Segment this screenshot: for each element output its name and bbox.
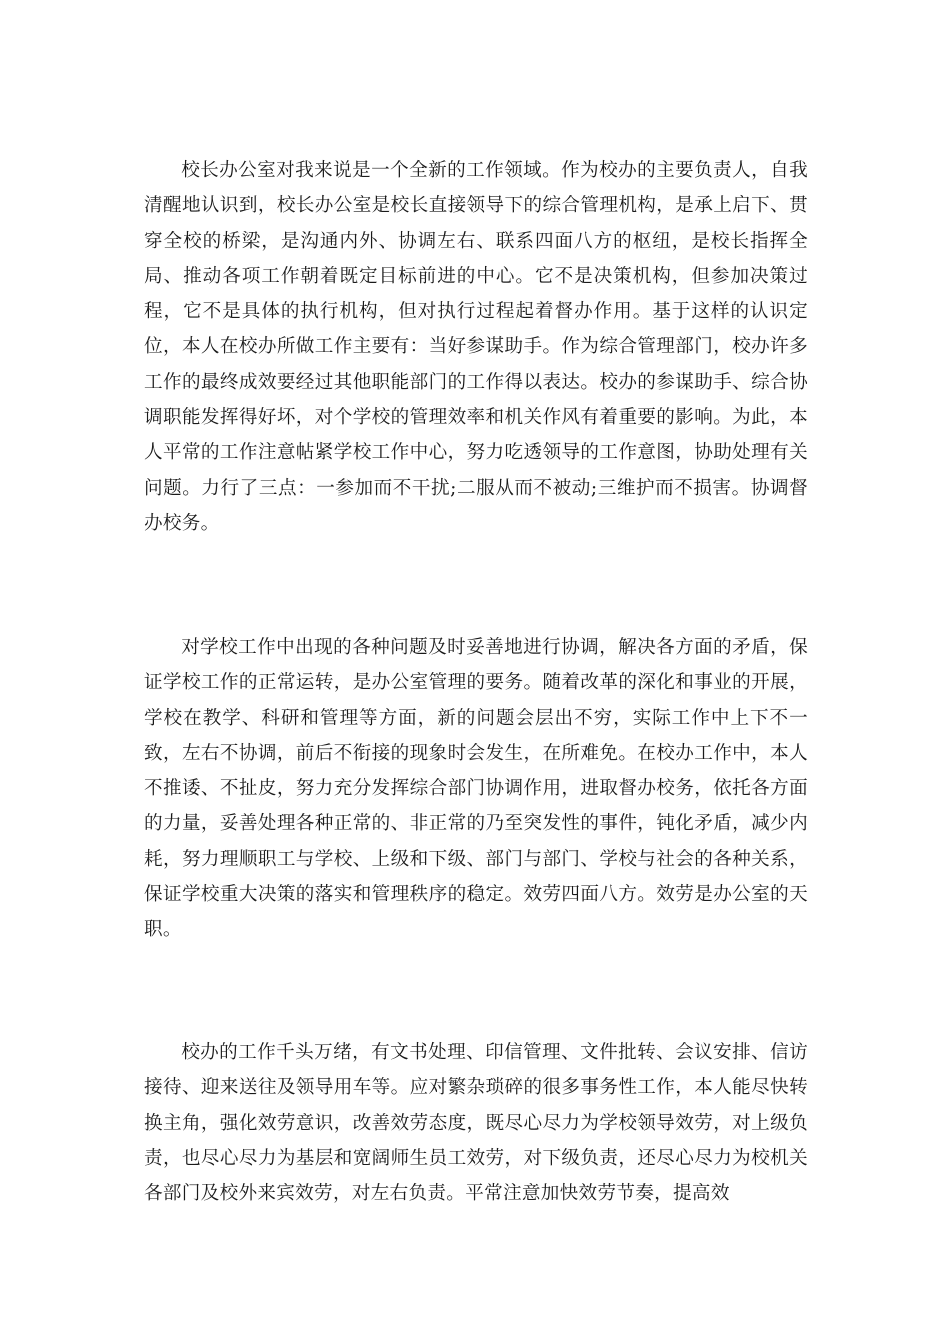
body-paragraph-1: 校长办公室对我来说是一个全新的工作领域。作为校办的主要负责人，自我清醒地认识到，校长办公室是校长直接领导下的综合管理机构，是承上启下、贯穿全校的桥梁，是沟通内外、协调左右、联系四面八方的枢纽，是校长指挥全局、推动各项工作朝着既定目标前进的中心。它不是决策机构，但参加决策过程，它不是具体的执行机构，但对执行过程起着督办作用。基于这样的认识定位，本人在校办所做工作主要有：当好参谋助手。作为综合管理部门，校办许多工作的最终成效要经过其他职能部门的工作得以表达。校办的参谋助手、综合协调职能发挥得好坏，对个学校的管理效率和机关作风有着重要的影响。为此，本人平常的工作注意帖紧学校工作中心，努力吃透领导的工作意图，协助处理有关问题。力行了三点：一参加而不干扰;二服从而不被动;三维护而不损害。协调督办校务。 bbox=[144, 160, 808, 534]
body-paragraph-3: 校办的工作千头万绪，有文书处理、印信管理、文件批转、会议安排、信访接待、迎来送往及领导用车等。应对繁杂琐碎的很多事务性工作，本人能尽快转换主角，强化效劳意识，改善效劳态度，既尽心尽力为学校领导效劳，对上级负责，也尽心尽力为基层和宽阔师生员工效劳，对下级负责，还尽心尽力为校机关各部门及校外来宾效劳，对左右负责。平常注意加快效劳节奏，提高效 bbox=[144, 1042, 808, 1205]
body-paragraph-2: 对学校工作中出现的各种问题及时妥善地进行协调，解决各方面的矛盾，保证学校工作的正常运转，是办公室管理的要务。随着改革的深化和事业的开展，学校在教学、科研和管理等方面，新的问题会层出不穷，实际工作中上下不一致，左右不协调，前后不衔接的现象时会发生，在所难免。在校办工作中，本人不推诿、不扯皮，努力充分发挥综合部门协调作用，进取督办校务，依托各方面的力量，妥善处理各种正常的、非正常的乃至突发性的事件，钝化矛盾，减少内耗，努力理顺职工与学校、上级和下级、部门与部门、学校与社会的各种关系，保证学校重大决策的落实和管理秩序的稳定。效劳四面八方。效劳是办公室的天职。 bbox=[144, 637, 808, 941]
